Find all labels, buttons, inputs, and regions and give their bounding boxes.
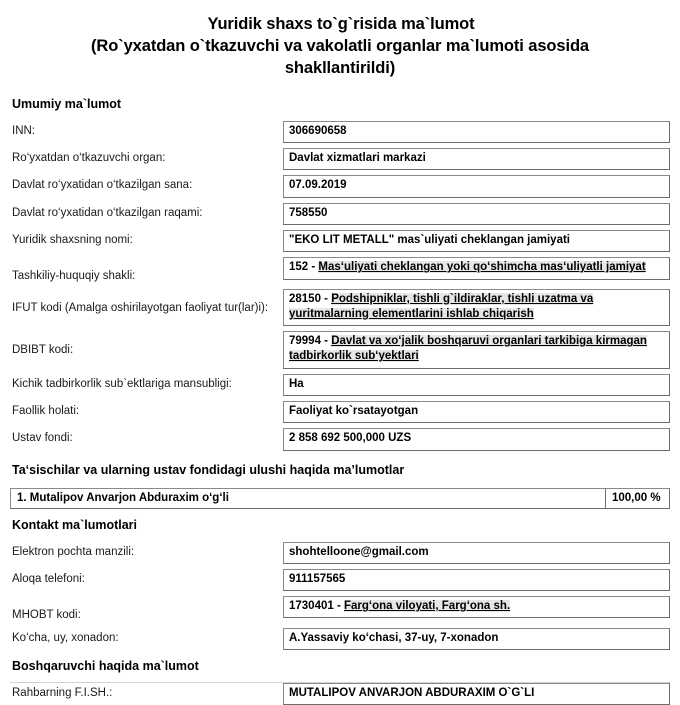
code-prefix: 1730401 -	[289, 600, 344, 613]
founder-share: 100,00 %	[606, 488, 670, 509]
field-row	[10, 257, 670, 283]
contact-information-fields	[10, 542, 670, 650]
classifier-link[interactable]: Podshipniklar, tishli g`ildiraklar, tishli uzatma va yuritmalarning elementlarini ishlab chiqarish	[289, 292, 594, 320]
classifier-link[interactable]: Davlat va xo‘jalik boshqaruvi organlari tarkibiga kirmagan tadbirkorlik sub‘yektlari	[289, 335, 647, 363]
general-field-value-0: 306690658	[283, 121, 670, 143]
contact-field-value-2	[283, 596, 670, 618]
field-row	[10, 230, 670, 252]
general-field-label-9: Faollik holati:	[12, 405, 80, 417]
general-field-value-8: Ha	[283, 374, 670, 396]
general-field-value-3: 758550	[283, 203, 670, 225]
general-field-label-4: Yuridik shaxsning nomi:	[12, 233, 133, 246]
manager-information-fields	[10, 683, 670, 705]
general-field-value-9: Faoliyat ko`rsatayotgan	[283, 401, 670, 423]
field-row	[10, 374, 670, 396]
page-title-line-1: Yuridik shaxs to`g`risida ma`lumot	[207, 15, 475, 33]
general-field-value-4: "EKO LIT METALL" mas`uliyati cheklangan jamiyati	[283, 230, 670, 252]
section-heading-general: Umumiy ma`lumot	[12, 96, 122, 111]
founders-table	[10, 488, 670, 509]
general-field-value-10: 2 858 692 500,000 UZS	[283, 428, 670, 450]
general-field-value-6	[283, 289, 670, 327]
general-field-label-5: Tashkiliy-huquqiy shakli:	[12, 270, 136, 283]
section-heading-manager: Boshqaruvchi haqida ma`lumot	[12, 658, 199, 673]
contact-field-value-1: 911157565	[283, 569, 670, 591]
general-field-label-8: Kichik tadbirkorlik sub`ektlariga mansubligi:	[12, 377, 232, 390]
classifier-link[interactable]: Mas‘uliyati cheklangan yoki qo‘shimcha mas‘uliyatli jamiyat	[318, 261, 646, 274]
bottom-divider	[10, 682, 670, 683]
page-title-line-3: shakllantirildi)	[284, 58, 396, 77]
field-row	[10, 175, 670, 197]
founder-name: 1. Mutalipov Anvarjon Abduraxim o‘g‘li	[10, 488, 606, 509]
section-heading-contacts: Kontakt ma`lumotlari	[12, 517, 138, 532]
general-field-label-1: Ro‘yxatdan o‘tkazuvchi organ:	[12, 152, 166, 165]
contact-field-value-0: shohtelloone@gmail.com	[283, 542, 670, 564]
general-field-label-10: Ustav fondi:	[12, 432, 73, 445]
manager-field-label-0: Rahbarning F.I.SH.:	[12, 686, 113, 699]
field-row	[10, 569, 670, 591]
field-row	[10, 628, 670, 650]
contact-field-value-3: A.Yassaviy ko‘chasi, 37-uy, 7-xonadon	[283, 628, 670, 650]
general-field-label-6: IFUT kodi (Amalga oshirilayotgan faoliyat tur(lar)i):	[12, 301, 269, 314]
general-field-value-1: Davlat xizmatlari markazi	[283, 148, 670, 170]
field-row	[10, 289, 670, 327]
contact-field-label-1: Aloqa telefoni:	[12, 572, 85, 585]
general-field-value-2: 07.09.2019	[283, 175, 670, 197]
general-field-label-3: Davlat ro‘yxatidan o‘tkazilgan raqami:	[12, 206, 203, 219]
general-information-fields	[10, 121, 670, 451]
page-title-line-2: (Ro`yxatdan o`tkazuvchi va vakolatli organlar ma`lumoti asosida	[91, 36, 589, 55]
general-field-label-0: INN:	[12, 124, 35, 137]
code-prefix: 152 -	[289, 261, 319, 274]
general-field-value-7	[283, 331, 670, 369]
general-field-label-2: Davlat ro‘yxatidan o‘tkazilgan sana:	[12, 179, 193, 192]
code-prefix: 28150 -	[289, 292, 332, 305]
contact-field-label-3: Ko‘cha, uy, xonadon:	[12, 631, 119, 644]
code-prefix: 79994 -	[289, 335, 332, 348]
page-title	[10, 0, 670, 80]
field-row	[10, 331, 670, 369]
classifier-link[interactable]: Farg‘ona viloyati, Farg‘ona sh.	[344, 600, 511, 613]
manager-field-value-0: MUTALIPOV ANVARJON ABDURAXIM O`G`LI	[283, 683, 670, 705]
contact-field-label-0: Elektron pochta manzili:	[12, 545, 135, 558]
field-row	[10, 596, 670, 622]
general-field-label-7: DBIBT kodi:	[12, 344, 74, 357]
founder-row	[10, 488, 670, 509]
field-row	[10, 683, 670, 705]
field-row	[10, 428, 670, 450]
field-row	[10, 542, 670, 564]
general-field-value-5	[283, 257, 670, 279]
field-row	[10, 121, 670, 143]
field-row	[10, 203, 670, 225]
field-row	[10, 401, 670, 423]
field-row	[10, 148, 670, 170]
contact-field-label-2: MHOBT kodi:	[12, 609, 81, 622]
section-heading-founders: Ta‘sischilar va ularning ustav fondidagi ulushi haqida ma’lumotlar	[12, 462, 405, 477]
